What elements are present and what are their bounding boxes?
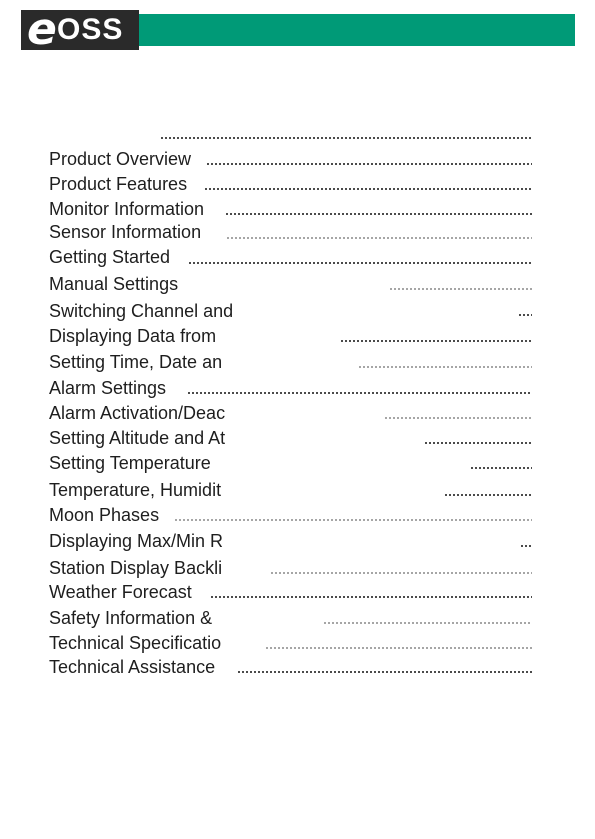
toc-entry-technical-specifications[interactable]: Technical Specificatio xyxy=(49,633,222,653)
toc-leader xyxy=(520,544,532,548)
toc-leader xyxy=(340,339,532,343)
toc-leader xyxy=(187,391,532,395)
toc-entry-weather-forecast[interactable]: Weather Forecast xyxy=(49,582,192,602)
toc-leader xyxy=(358,365,532,369)
toc-leader xyxy=(204,187,532,191)
toc-leader xyxy=(225,212,532,216)
toc-entry-temperature-humidity[interactable]: Temperature, Humidit xyxy=(49,480,222,500)
toc-leader xyxy=(518,313,532,317)
toc-leader xyxy=(323,621,532,625)
toc-entry-setting-altitude[interactable]: Setting Altitude and At xyxy=(49,428,226,448)
toc-entry-getting-started[interactable]: Getting Started xyxy=(49,247,171,267)
toc-leader xyxy=(188,261,532,265)
toc-leader xyxy=(174,518,532,522)
toc-leader xyxy=(389,287,532,291)
toc-entry-manual-settings[interactable]: Manual Settings xyxy=(49,274,179,294)
toc-entry-moon-phases[interactable]: Moon Phases xyxy=(49,505,160,525)
toc-leader xyxy=(237,670,532,674)
toc-entry-alarm-settings[interactable]: Alarm Settings xyxy=(49,378,167,398)
toc-entry-technical-assistance[interactable]: Technical Assistance xyxy=(49,657,216,677)
toc-entry-setting-time[interactable]: Setting Time, Date an xyxy=(49,352,223,372)
toc-leader xyxy=(206,162,532,166)
toc-leader xyxy=(160,136,532,140)
toc-entry-setting-temperature[interactable]: Setting Temperature xyxy=(49,453,211,473)
toc-entry-sensor-information[interactable]: Sensor Information xyxy=(49,222,202,242)
toc-entry-switching-channel[interactable]: Switching Channel and xyxy=(49,301,234,321)
toc-entry-product-overview[interactable]: Product Overview xyxy=(49,149,192,169)
toc-entry-monitor-information[interactable]: Monitor Information xyxy=(49,199,205,219)
toc-leader xyxy=(470,466,532,470)
toc-leader xyxy=(384,416,532,420)
toc-leader xyxy=(444,493,532,497)
toc-leader xyxy=(270,571,532,575)
toc-leader xyxy=(265,646,532,650)
toc-entry-safety-information[interactable]: Safety Information & xyxy=(49,608,213,628)
toc-entry-displaying-max-min[interactable]: Displaying Max/Min R xyxy=(49,531,224,551)
toc-entry-station-display-backlight[interactable]: Station Display Backli xyxy=(49,558,223,578)
logo-text: OSS xyxy=(57,13,124,46)
toc-leader xyxy=(210,595,532,599)
toc-entry-product-features[interactable]: Product Features xyxy=(49,174,188,194)
toc-leader xyxy=(424,441,532,445)
logo-initial: e xyxy=(27,4,57,55)
toc-entry-displaying-data[interactable]: Displaying Data from xyxy=(49,326,217,346)
toc-entry-alarm-activation[interactable]: Alarm Activation/Deac xyxy=(49,403,226,423)
toc-leader xyxy=(226,236,532,240)
